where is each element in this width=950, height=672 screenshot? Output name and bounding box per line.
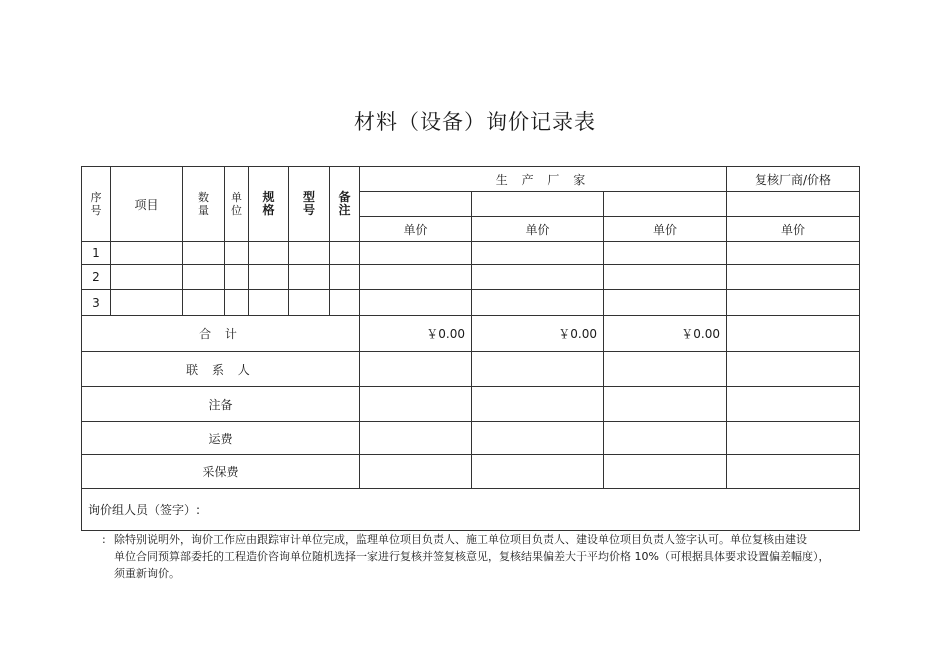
table-row (82, 265, 860, 290)
freight-cell[interactable] (360, 422, 472, 455)
review-price-cell[interactable] (727, 242, 860, 265)
total-value: ￥0.00 (360, 316, 472, 352)
qty-cell[interactable] (183, 290, 225, 316)
contact-cell[interactable] (604, 352, 727, 387)
remark-cell[interactable] (330, 290, 360, 316)
item-cell[interactable] (111, 290, 183, 316)
contact-label: 联 系 人 (82, 352, 360, 387)
row-number: 1 (82, 242, 111, 265)
price-cell[interactable] (472, 242, 604, 265)
review-price-cell[interactable] (727, 290, 860, 316)
row-number: 2 (82, 265, 111, 290)
freight-cell[interactable] (727, 422, 860, 455)
price-cell[interactable] (360, 290, 472, 316)
table-row (82, 290, 860, 316)
review-name-cell[interactable] (727, 192, 860, 217)
spec-cell[interactable] (249, 265, 289, 290)
procurement-cell[interactable] (472, 455, 604, 489)
price-cell[interactable] (360, 265, 472, 290)
freight-cell[interactable] (472, 422, 604, 455)
total-label: 合 计 (82, 316, 360, 352)
inquirer-row (82, 489, 860, 531)
review-total-cell[interactable] (727, 316, 860, 352)
remark-cell[interactable] (330, 242, 360, 265)
qty-cell[interactable] (183, 242, 225, 265)
row-number: 3 (82, 290, 111, 316)
total-value: ￥0.00 (472, 316, 604, 352)
total-value: ￥0.00 (604, 316, 727, 352)
note-cell[interactable] (727, 387, 860, 422)
manufacturer-name-cell[interactable] (604, 192, 727, 217)
unit-price-header: 单价 (472, 217, 604, 242)
procurement-row (82, 455, 860, 489)
price-cell[interactable] (604, 265, 727, 290)
procurement-cell[interactable] (727, 455, 860, 489)
header-seq: 序号 (82, 167, 111, 242)
note-cell[interactable] (360, 387, 472, 422)
contact-row (82, 352, 860, 387)
price-cell[interactable] (604, 242, 727, 265)
spec-cell[interactable] (249, 242, 289, 265)
freight-label: 运费 (82, 422, 360, 455)
item-cell[interactable] (111, 265, 183, 290)
page-title: 材料（设备）询价记录表 (354, 110, 596, 134)
note-label: 注备 (82, 387, 360, 422)
inquirer-signature-label[interactable]: 询价组人员（签字）: (82, 489, 860, 531)
note-cell[interactable] (604, 387, 727, 422)
manufacturer-name-cell[interactable] (472, 192, 604, 217)
freight-row (82, 422, 860, 455)
header-item: 项目 (111, 167, 183, 242)
table-row (82, 242, 860, 265)
header-manufacturer: 生 产 厂 家 (360, 167, 727, 192)
header-review: 复核厂商/价格 (727, 167, 860, 192)
procurement-label: 采保费 (82, 455, 360, 489)
spec-cell[interactable] (249, 290, 289, 316)
contact-cell[interactable] (472, 352, 604, 387)
header-model: 型号 (289, 167, 330, 242)
contact-cell[interactable] (360, 352, 472, 387)
unit-cell[interactable] (225, 290, 249, 316)
unit-cell[interactable] (225, 242, 249, 265)
unit-price-header: 单价 (360, 217, 472, 242)
total-row (82, 316, 860, 352)
notes (102, 531, 862, 582)
contact-cell[interactable] (727, 352, 860, 387)
header-qty: 数量 (183, 167, 225, 242)
model-cell[interactable] (289, 242, 330, 265)
freight-cell[interactable] (604, 422, 727, 455)
note-row (82, 387, 860, 422)
notes-line: 除特别说明外，询价工作应由跟踪审计单位完成，监理单位项目负责人、施工单位项目负责人、建设单位项目负责人签字认可。单位复核由建设 (114, 533, 807, 546)
unit-price-header: 单价 (604, 217, 727, 242)
notes-line: 单位合同预算部委托的工程造价咨询单位随机选择一家进行复核并签复核意见，复核结果偏差大于平均价格 10%（可根据具体要求设置偏差幅度）， (114, 550, 830, 563)
price-cell[interactable] (472, 290, 604, 316)
manufacturer-name-cell[interactable] (360, 192, 472, 217)
inquiry-table (81, 166, 860, 531)
header-unit: 单位 (225, 167, 249, 242)
header-spec: 规格 (249, 167, 289, 242)
item-cell[interactable] (111, 242, 183, 265)
price-cell[interactable] (604, 290, 727, 316)
procurement-cell[interactable] (360, 455, 472, 489)
model-cell[interactable] (289, 265, 330, 290)
unit-price-header: 单价 (727, 217, 860, 242)
qty-cell[interactable] (183, 265, 225, 290)
header-remark: 备注 (330, 167, 360, 242)
procurement-cell[interactable] (604, 455, 727, 489)
price-cell[interactable] (360, 242, 472, 265)
note-cell[interactable] (472, 387, 604, 422)
unit-cell[interactable] (225, 265, 249, 290)
notes-marker: : (102, 533, 106, 546)
notes-line: 须重新询价。 (114, 567, 180, 580)
review-price-cell[interactable] (727, 265, 860, 290)
header-row-1 (82, 167, 860, 192)
price-cell[interactable] (472, 265, 604, 290)
model-cell[interactable] (289, 290, 330, 316)
remark-cell[interactable] (330, 265, 360, 290)
